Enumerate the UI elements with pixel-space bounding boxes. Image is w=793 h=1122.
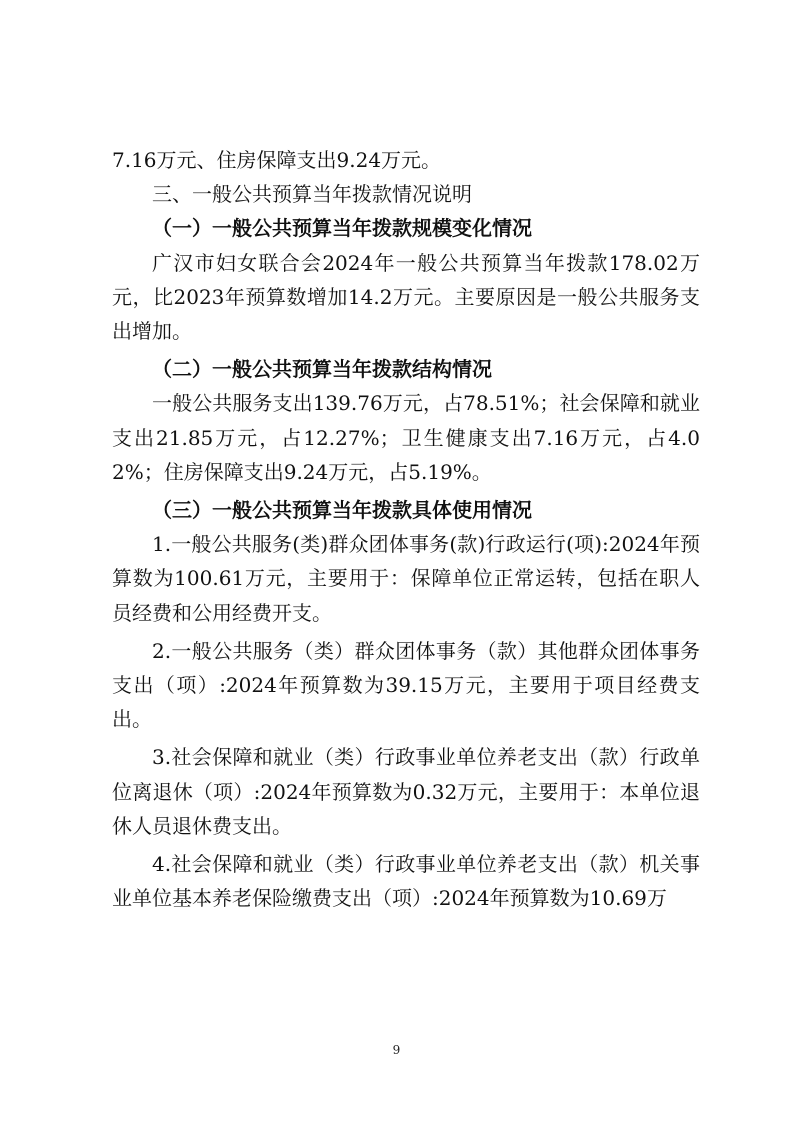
paragraph-structure: 一般公共服务支出139.76万元，占78.51%；社会保障和就业支出21.85万元，占12.27%；卫生健康支出7.16万元，占4.02%；住房保障支出9.24万元，占5.19%。: [112, 391, 700, 484]
page-body: [112, 143, 700, 915]
section-heading-3: 三、一般公共预算当年拨款情况说明: [152, 182, 472, 207]
paragraph-continuation: 7.16万元、住房保障支出9.24万元。: [112, 148, 442, 172]
paragraph-item-1: 1.一般公共服务(类)群众团体事务(款)行政运行(项):2024年预算数为100.61万元，主要用于：保障单位正常运转，包括在职人员经费和公用经费开支。: [112, 532, 700, 625]
paragraph-item-4: 4.社会保障和就业（类）行政事业单位养老支出（款）机关事业单位基本养老保险缴费支出（项）:2024年预算数为10.69万: [112, 852, 700, 911]
subheading-scale-change: （一）一般公共预算当年拨款规模变化情况: [152, 216, 532, 241]
paragraph-scale-change: 广汉市妇女联合会2024年一般公共预算当年拨款178.02万元，比2023年预算数增加14.2万元。主要原因是一般公共服务支出增加。: [112, 250, 700, 344]
page-number: 9: [392, 1043, 401, 1057]
paragraph-item-2: 2.一般公共服务（类）群众团体事务（款）其他群众团体事务支出（项）:2024年预算数为39.15万元，主要用于项目经费支出。: [112, 638, 700, 732]
subheading-structure: （二）一般公共预算当年拨款结构情况: [152, 357, 492, 382]
subheading-usage: （三）一般公共预算当年拨款具体使用情况: [152, 498, 532, 523]
paragraph-item-3: 3.社会保障和就业（类）行政事业单位养老支出（款）行政单位离退休（项）:2024年预算数为0.32万元，主要用于：本单位退休人员退休费支出。: [112, 745, 700, 838]
